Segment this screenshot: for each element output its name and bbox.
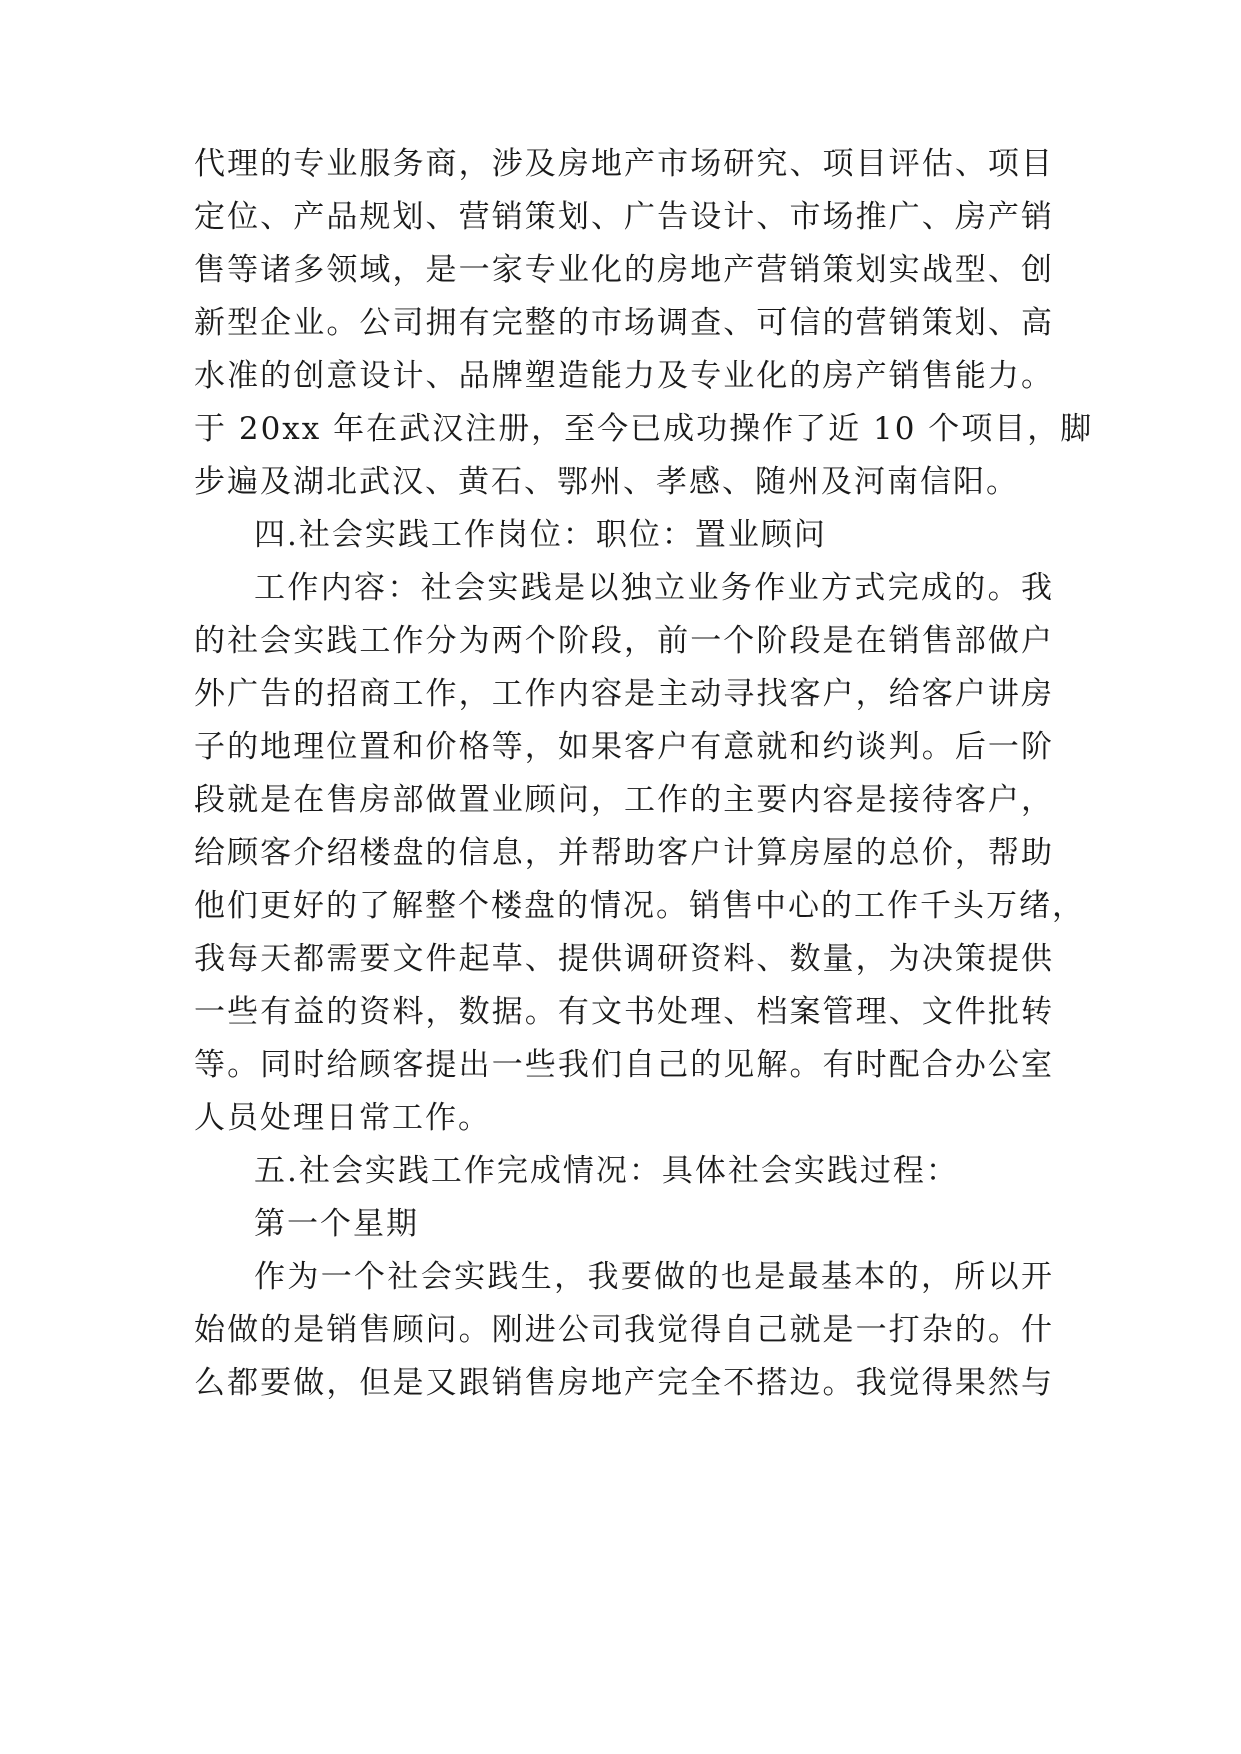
- section-heading: 四.社会实践工作岗位：职位：置业顾问: [254, 517, 827, 553]
- text-line: 水准的创意设计、品牌塑造能力及专业化的房产销售能力。: [194, 358, 1054, 394]
- text-line: 作为一个社会实践生，我要做的也是最基本的，所以开: [254, 1259, 1054, 1295]
- text-line: 我每天都需要文件起草、提供调研资料、数量，为决策提供: [194, 941, 1054, 977]
- text-line: 工作内容：社会实践是以独立业务作业方式完成的。我: [254, 570, 1054, 606]
- text-line: 于 20xx 年在武汉注册，至今已成功操作了近 10 个项目，脚: [194, 411, 1094, 447]
- text-line: 段就是在售房部做置业顾问，工作的主要内容是接待客户，: [194, 782, 1054, 818]
- section-heading: 五.社会实践工作完成情况：具体社会实践过程：: [254, 1153, 959, 1189]
- text-line: 么都要做，但是又跟销售房地产完全不搭边。我觉得果然与: [194, 1365, 1054, 1401]
- text-line: 外广告的招商工作，工作内容是主动寻找客户，给客户讲房: [194, 676, 1054, 712]
- text-line: 子的地理位置和价格等，如果客户有意就和约谈判。后一阶: [194, 729, 1054, 765]
- text-line: 步遍及湖北武汉、黄石、鄂州、孝感、随州及河南信阳。: [194, 464, 1019, 500]
- text-line: 售等诸多领域，是一家专业化的房地产营销策划实战型、创: [194, 252, 1054, 288]
- text-line: 人员处理日常工作。: [194, 1100, 491, 1136]
- subheading: 第一个星期: [254, 1206, 419, 1242]
- text-line: 一些有益的资料，数据。有文书处理、档案管理、文件批转: [194, 994, 1054, 1030]
- text-line: 定位、产品规划、营销策划、广告设计、市场推广、房产销: [194, 199, 1054, 235]
- text-line: 新型企业。公司拥有完整的市场调查、可信的营销策划、高: [194, 305, 1054, 341]
- text-line: 始做的是销售顾问。刚进公司我觉得自己就是一打杂的。什: [194, 1312, 1054, 1348]
- text-line: 给顾客介绍楼盘的信息，并帮助客户计算房屋的总价，帮助: [194, 835, 1054, 871]
- text-line: 等。同时给顾客提出一些我们自己的见解。有时配合办公室: [194, 1047, 1054, 1083]
- text-line: 的社会实践工作分为两个阶段，前一个阶段是在销售部做户: [194, 623, 1054, 659]
- text-line: 他们更好的了解整个楼盘的情况。销售中心的工作千头万绪，: [194, 888, 1085, 924]
- text-line: 代理的专业服务商，涉及房地产市场研究、项目评估、项目: [194, 146, 1054, 182]
